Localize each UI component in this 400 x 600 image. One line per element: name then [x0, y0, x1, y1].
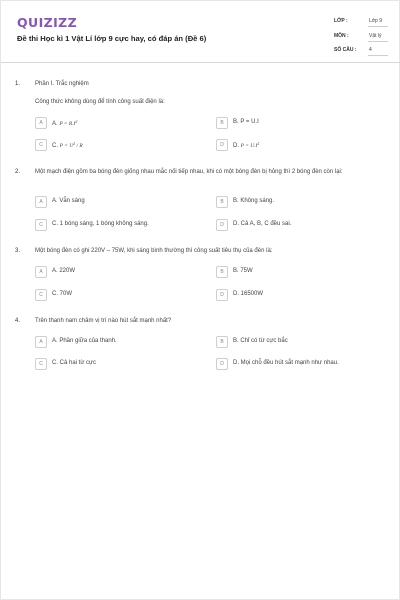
- meta-subject-label: MÔN :: [334, 33, 349, 39]
- option-letter-box: C: [35, 358, 47, 370]
- meta-class-value: Lớp 9: [369, 18, 383, 24]
- option-letter-box: B: [216, 266, 228, 278]
- meta-class-line: [368, 26, 388, 27]
- meta-count-line: [368, 55, 388, 56]
- option-prefix: D.: [233, 143, 239, 149]
- option-letter-box: A: [35, 196, 47, 208]
- meta-class: [331, 15, 387, 29]
- question-1-option-a[interactable]: [35, 117, 205, 129]
- option-letter-box: C: [35, 289, 47, 301]
- meta-subject-line: [368, 41, 388, 42]
- worksheet-title: Đề thi Học kì 1 Vật Lí lớp 9 cực hay, có đáp án (Đề 6): [17, 34, 207, 43]
- option-text: B. P = U.I: [233, 119, 259, 125]
- question-3-option-b[interactable]: [216, 266, 386, 278]
- meta-class-label: LỚP :: [334, 18, 348, 24]
- option-letter-box: B: [216, 117, 228, 129]
- option-letter-box: D: [216, 139, 228, 151]
- question-2-option-c[interactable]: [35, 219, 205, 231]
- option-text: A. 220W: [52, 268, 76, 274]
- question-3-text: Một bóng đèn có ghi 220V – 75W, khi sáng bình thường thì công suất tiêu thụ của đèn là:: [35, 248, 273, 254]
- option-text: D. Cả A, B, C đều sai.: [233, 221, 292, 227]
- option-text: D. Mọi chỗ đều hút sắt mạnh như nhau.: [233, 360, 339, 366]
- question-4-option-a[interactable]: [35, 336, 205, 348]
- option-text: [52, 119, 77, 127]
- option-letter-box: B: [216, 196, 228, 208]
- option-letter-box: D: [216, 219, 228, 231]
- question-1-option-b[interactable]: [216, 117, 386, 129]
- question-2-option-b[interactable]: [216, 196, 386, 208]
- question-3-number: 3.: [15, 248, 21, 254]
- question-1-option-c[interactable]: [35, 139, 205, 151]
- question-1-text: Phần I. Trắc nghiệm: [35, 81, 89, 87]
- question-2-option-d[interactable]: [216, 219, 386, 231]
- question-3-option-d[interactable]: [216, 289, 386, 301]
- meta-count: [331, 44, 387, 58]
- option-prefix: A.: [52, 121, 58, 127]
- question-4-text: Trên thanh nam châm vị trí nào hút sắt mạnh nhất?: [35, 318, 172, 324]
- question-2-option-a[interactable]: [35, 196, 205, 208]
- meta-count-label: SỐ CÂU :: [334, 47, 357, 53]
- formula-p-u2r: $P = U^2 / R$: [59, 141, 83, 149]
- option-text: A. Phần giữa của thanh.: [52, 338, 117, 344]
- option-letter-box: A: [35, 336, 47, 348]
- option-text: D. 16500W: [233, 291, 264, 297]
- worksheet-header: [1, 1, 400, 63]
- option-letter-box: D: [216, 289, 228, 301]
- question-4-option-d[interactable]: [216, 358, 386, 370]
- option-letter-box: B: [216, 336, 228, 348]
- option-letter-box: C: [35, 219, 47, 231]
- formula-p-ui2: $P = U.I^2$: [240, 141, 260, 149]
- meta-subject-value: Vật lý: [369, 33, 382, 39]
- question-4-number: 4.: [15, 318, 21, 324]
- option-letter-box: A: [35, 117, 47, 129]
- option-text: A. Vẫn sáng: [52, 198, 85, 204]
- option-text: C. 70W: [52, 291, 73, 297]
- question-1-number: 1.: [15, 81, 21, 87]
- question-4-option-c[interactable]: [35, 358, 205, 370]
- option-text: [52, 141, 83, 149]
- option-text: B. Chỉ có từ cực bắc: [233, 338, 288, 344]
- formula-p-ri2: $P = R.I^2$: [59, 119, 78, 127]
- question-4-option-b[interactable]: [216, 336, 386, 348]
- option-text: C. 1 bóng sáng, 1 bóng không sáng.: [52, 221, 149, 227]
- question-2-text: Một mạch điện gồm ba bóng đèn giống nhau mắc nối tiếp nhau, khi có một bóng đèn bị hỏng thì 2 bóng đèn còn lại:: [35, 169, 343, 175]
- meta-count-value: 4: [369, 47, 372, 53]
- quizizz-logo: QUIZIZZ: [17, 15, 78, 30]
- option-letter-box: A: [35, 266, 47, 278]
- option-letter-box: D: [216, 358, 228, 370]
- option-text: [233, 141, 259, 149]
- option-text: B. 75W: [233, 268, 253, 274]
- question-3-option-a[interactable]: [35, 266, 205, 278]
- question-1-subtext: Công thức không dùng để tính công suất điện là:: [35, 99, 165, 105]
- question-1-option-d[interactable]: [216, 139, 386, 151]
- question-2-number: 2.: [15, 169, 21, 175]
- meta-subject: [331, 30, 387, 44]
- option-text: B. Không sáng.: [233, 198, 275, 204]
- question-3-option-c[interactable]: [35, 289, 205, 301]
- option-letter-box: C: [35, 139, 47, 151]
- option-text: C. Cả hai từ cực: [52, 360, 97, 366]
- option-prefix: C.: [52, 143, 58, 149]
